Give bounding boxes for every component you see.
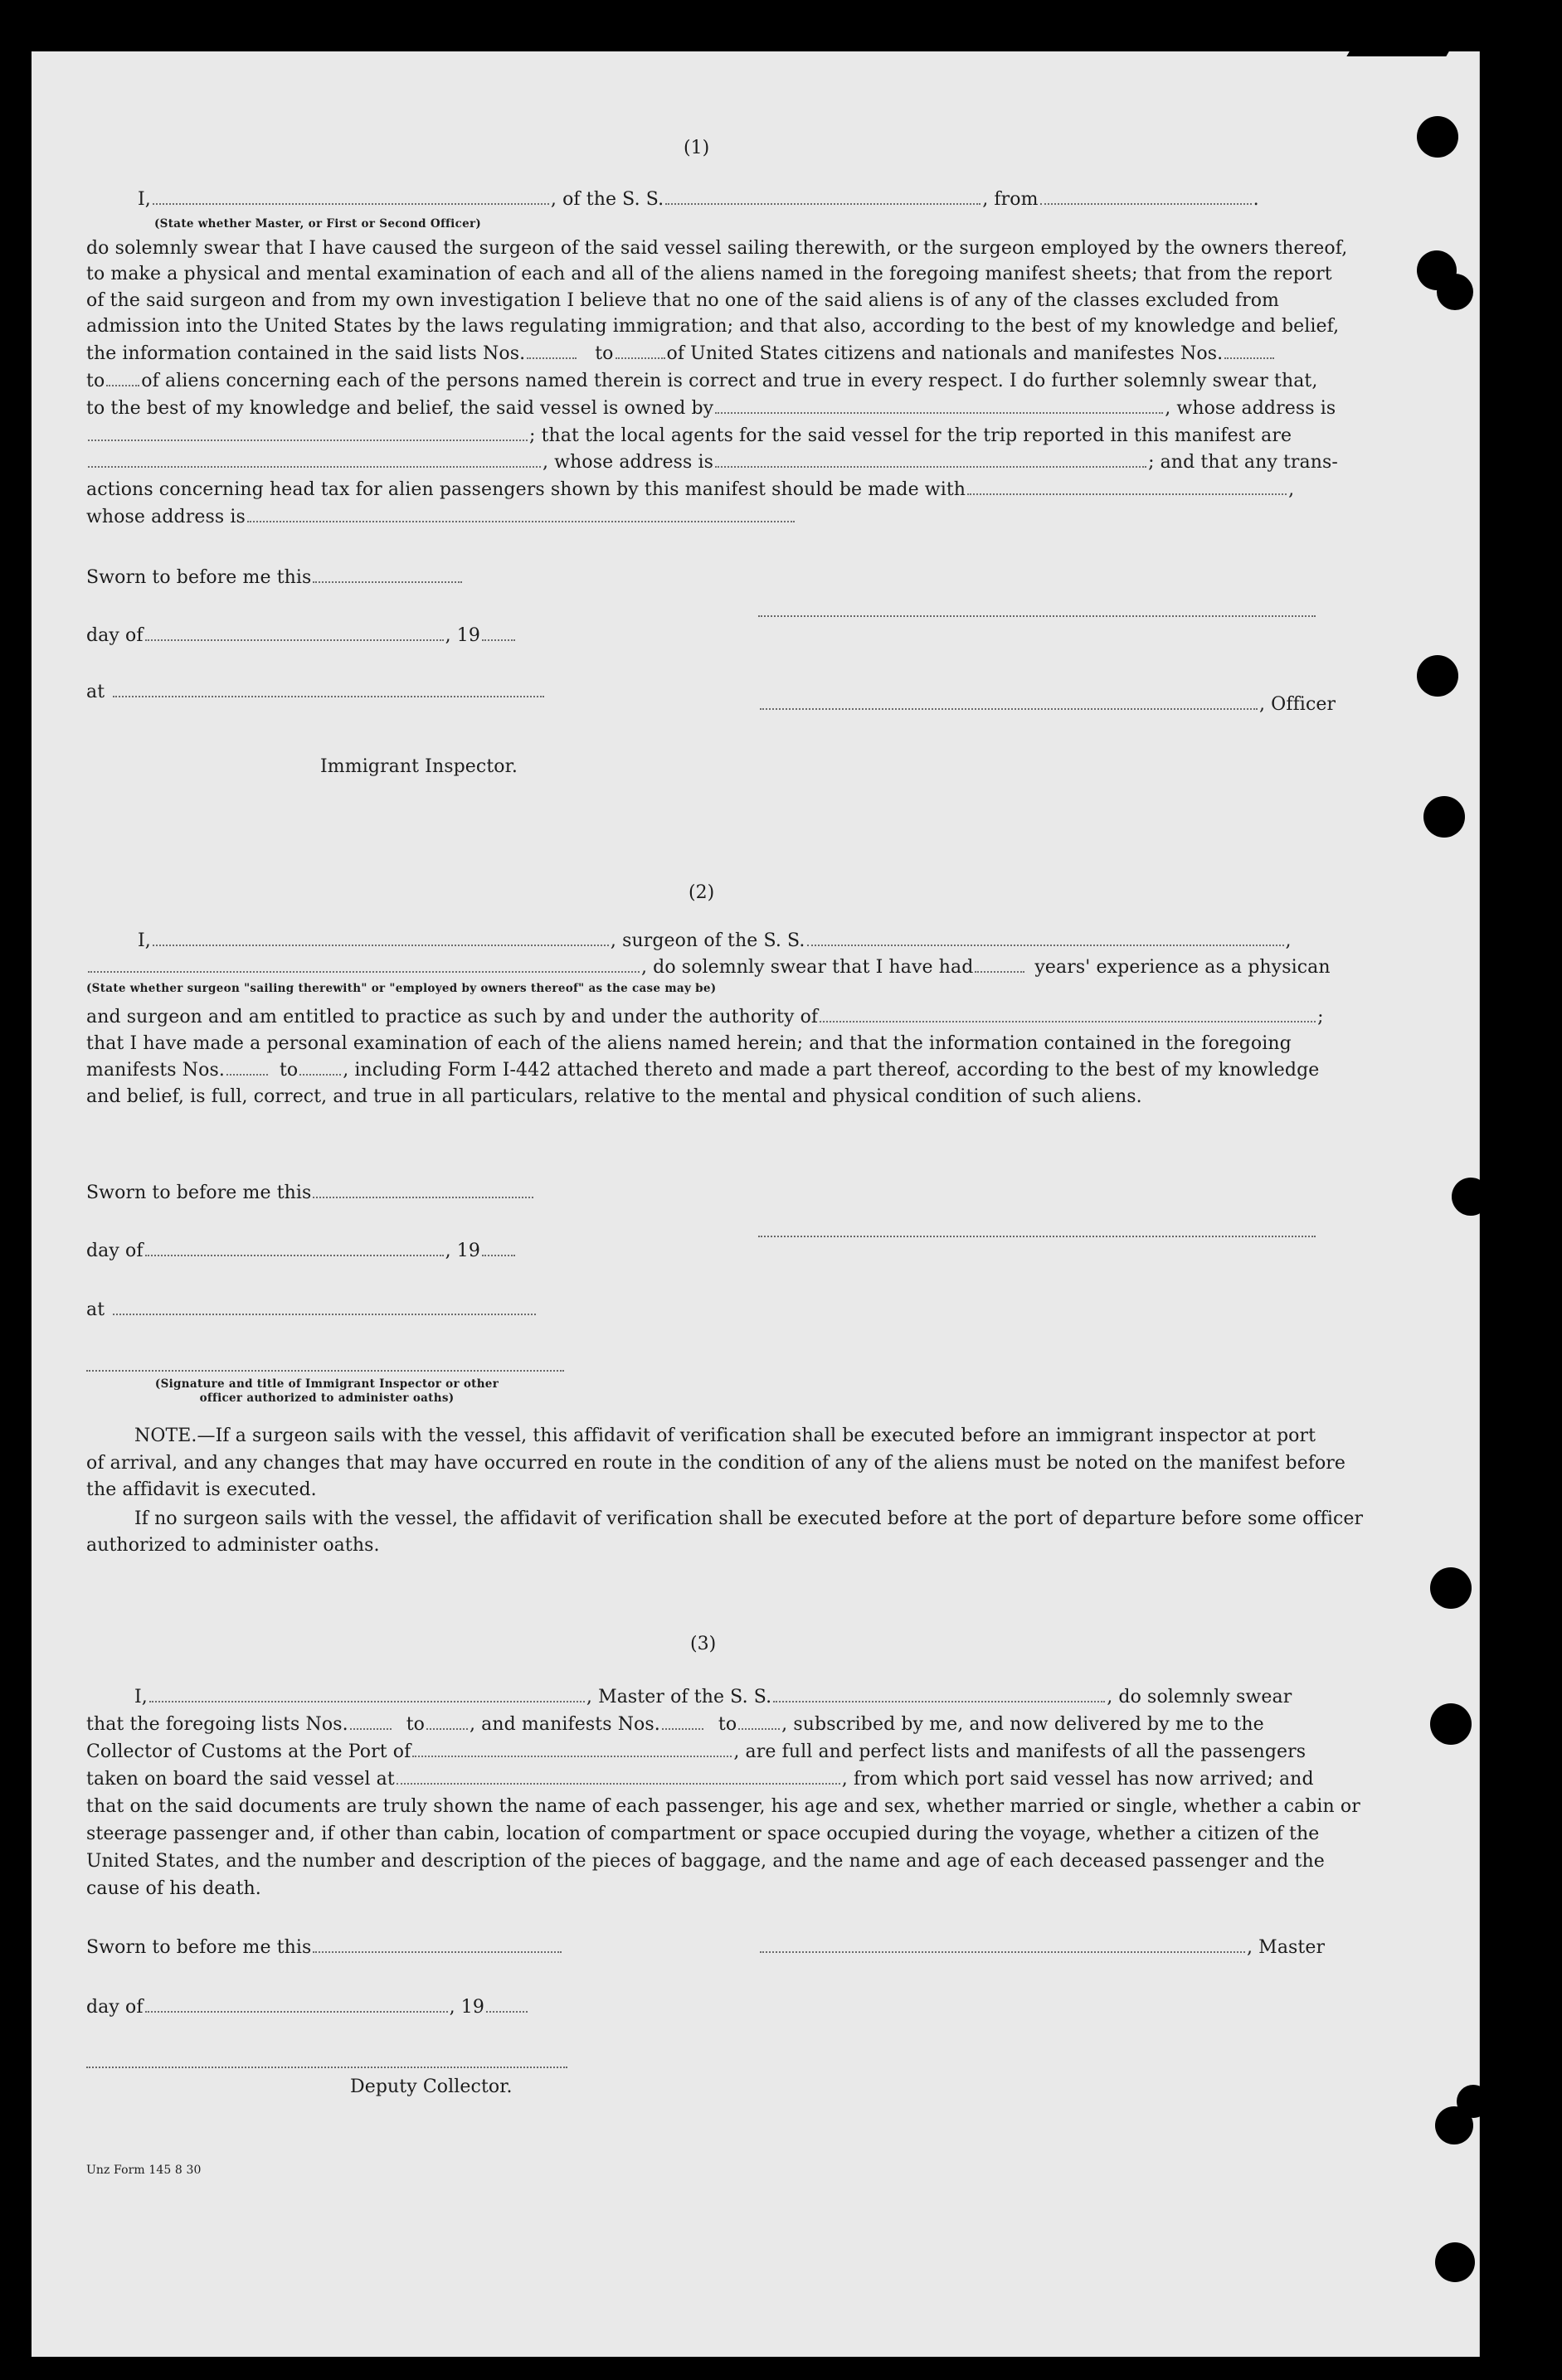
s1-p3: of the said surgeon and from my own investigation I believe that no one of the said aliens is of any of the classes excluded from xyxy=(86,290,1280,311)
s2-manifests-to-field[interactable] xyxy=(299,1073,341,1076)
s3-master-signature-field[interactable] xyxy=(760,1950,1245,1953)
s3-l2c: , and manifests Nos. xyxy=(469,1714,660,1735)
s1-dayof xyxy=(86,624,517,648)
note-line-1: NOTE.—If a surgeon sails with the vessel, this affidavit of verification shall be executed before an immigrant inspector at port xyxy=(134,1426,1316,1446)
s2-i: I, xyxy=(138,930,151,951)
s3-deputy: Deputy Collector. xyxy=(350,2076,513,2097)
s1-p7 xyxy=(86,396,1336,421)
s2-l2a: , do solemnly swear that I have had xyxy=(641,957,974,978)
s1-p4: admission into the United States by the laws regulating immigration; and that also, according to the best of my knowledge and belief, xyxy=(86,316,1340,337)
section-1-heading: (1) xyxy=(684,138,710,158)
s2-place-field[interactable] xyxy=(113,1313,536,1315)
owner-address-field[interactable] xyxy=(88,439,528,441)
s3-master-sig xyxy=(758,1936,1325,1960)
s1-year-label: , 19 xyxy=(445,625,480,646)
section-3-heading: (3) xyxy=(690,1634,717,1654)
manifest-affidavit-page xyxy=(32,51,1480,2357)
s2-l2b: years' experience as a physican xyxy=(1034,957,1331,978)
surgeon-name-field[interactable] xyxy=(153,944,609,946)
s3-i: I, xyxy=(134,1687,148,1707)
s1-p9b: ; and that any trans- xyxy=(1148,452,1338,473)
s2-line3 xyxy=(86,1005,1324,1030)
s1-place-field[interactable] xyxy=(113,695,544,697)
s3-dayof-label: day of xyxy=(86,1997,144,2018)
s1-month-field[interactable] xyxy=(145,639,444,641)
s3-dayof xyxy=(86,1995,529,2020)
torn-corner xyxy=(1346,32,1460,56)
note-line-5: authorized to administer oaths. xyxy=(86,1535,380,1556)
s2-l5a: manifests Nos. xyxy=(86,1060,225,1081)
s1-p5 xyxy=(86,342,1276,367)
s1-i: I, xyxy=(138,189,151,210)
s1-sworn xyxy=(86,566,464,590)
s2-year-label: , 19 xyxy=(445,1241,480,1261)
lists-to-field[interactable] xyxy=(616,357,665,359)
s1-inspector: Immigrant Inspector. xyxy=(320,756,518,777)
s1-signature-line[interactable] xyxy=(758,615,1316,617)
s3-lists-to-field[interactable] xyxy=(426,1727,468,1730)
s1-p6 xyxy=(86,369,1317,394)
s2-sworn-date-field[interactable] xyxy=(313,1196,533,1198)
s3-sworn-label: Sworn to before me this xyxy=(86,1937,312,1958)
s3-sworn xyxy=(86,1936,563,1960)
s1-p6a: to xyxy=(86,371,105,391)
master-name-field[interactable] xyxy=(149,1700,585,1702)
s3-line5: that on the said documents are truly shown the name of each passenger, his age and sex, whether married or single, whether a cabin or xyxy=(86,1796,1360,1817)
s3-l4a: taken on board the said vessel at xyxy=(86,1769,395,1790)
s3-line6: steerage passenger and, if other than cabin, location of compartment or space occupied during the voyage, whether a citizen of the xyxy=(86,1824,1320,1844)
s3-line3 xyxy=(86,1740,1306,1765)
s2-l5b: to xyxy=(279,1060,299,1081)
s1-officer-label: , Officer xyxy=(1259,694,1336,715)
officer-note: (State whether Master, or First or Second Officer) xyxy=(154,217,482,231)
s1-p9a: , whose address is xyxy=(543,452,714,473)
s3-line8: cause of his death. xyxy=(86,1878,261,1899)
s1-sworn-label: Sworn to before me this xyxy=(86,567,312,588)
years-experience-field[interactable] xyxy=(975,970,1024,973)
s2-manifests-from-field[interactable] xyxy=(226,1073,268,1076)
s2-vessel-field[interactable] xyxy=(807,944,1284,946)
s3-l2b: to xyxy=(406,1714,425,1735)
s3-line2 xyxy=(86,1712,1264,1737)
s1-p9 xyxy=(86,450,1338,475)
s2-at-label: at xyxy=(86,1299,105,1320)
lists-from-field[interactable] xyxy=(527,357,577,359)
s2-line5 xyxy=(86,1058,1319,1083)
s3-year-field[interactable] xyxy=(486,2010,528,2013)
s1-p2: to make a physical and mental examination of each and all of the aliens named in the foregoing manifest sheets; that from the report xyxy=(86,264,1332,284)
s2-inspector-signature-line[interactable] xyxy=(86,1370,564,1372)
s2-line1 xyxy=(138,929,1292,954)
s3-l3b: , are full and perfect lists and manifests of all the passengers xyxy=(733,1741,1307,1762)
s2-month-field[interactable] xyxy=(145,1254,444,1256)
s3-master-label: , Master xyxy=(1247,1937,1326,1958)
s3-l4b: , from which port said vessel has now arrived; and xyxy=(841,1769,1314,1790)
boarding-port-field[interactable] xyxy=(397,1782,840,1785)
s1-p10 xyxy=(86,478,1294,503)
binder-hole xyxy=(1452,1178,1490,1216)
binder-hole xyxy=(1430,1567,1472,1609)
s3-l1c: , do solemnly swear xyxy=(1107,1687,1292,1707)
s3-manifests-from-field[interactable] xyxy=(662,1727,703,1730)
s1-p5a: the information contained in the said lists Nos. xyxy=(86,343,526,364)
s1-p10-end: , xyxy=(1288,479,1295,500)
s1-p7a: to the best of my knowledge and belief, the said vessel is owned by xyxy=(86,398,714,419)
note-line-4: If no surgeon sails with the vessel, the affidavit of verification shall be executed before at the port of departure before some officer xyxy=(134,1508,1364,1529)
binder-hole xyxy=(1423,796,1465,838)
s2-sworn xyxy=(86,1181,535,1206)
agents-address-field[interactable] xyxy=(715,465,1146,468)
s1-p11-text: whose address is xyxy=(86,507,246,527)
s1-dayof-label: day of xyxy=(86,625,144,646)
s3-sworn-date-field[interactable] xyxy=(313,1950,562,1953)
s2-sig-note-2: officer authorized to administer oaths) xyxy=(199,1392,455,1405)
s1-sworn-date-field[interactable] xyxy=(313,580,462,583)
s3-l1b: , Master of the S. S. xyxy=(586,1687,772,1707)
s2-year-field[interactable] xyxy=(482,1254,515,1256)
s1-p10-text: actions concerning head tax for alien passengers shown by this manifest should be made with xyxy=(86,479,966,500)
s3-l2a: that the foregoing lists Nos. xyxy=(86,1714,348,1735)
agents-field[interactable] xyxy=(88,465,541,468)
s3-line7: United States, and the number and description of the pieces of baggage, and the name and age of each deceased passenger and the xyxy=(86,1851,1325,1872)
port-field[interactable] xyxy=(412,1755,732,1757)
s2-l1-end: , xyxy=(1285,930,1292,951)
s2-l3-text: and surgeon and am entitled to practice as such by and under the authority of xyxy=(86,1007,819,1027)
s2-line6: and belief, is full, correct, and true in all particulars, relative to the mental and physical condition of such aliens. xyxy=(86,1086,1142,1107)
s2-signature-line[interactable] xyxy=(758,1236,1316,1237)
s2-sig-note-1: (Signature and title of Immigrant Inspector or other xyxy=(154,1377,499,1391)
s2-at xyxy=(86,1298,538,1323)
s2-dayof-label: day of xyxy=(86,1241,144,1261)
s1-officer-signature-field[interactable] xyxy=(760,707,1258,710)
s1-p8-text: ; that the local agents for the said vessel for the trip reported in this manifest are xyxy=(529,425,1292,446)
s1-p7b: , whose address is xyxy=(1165,398,1336,419)
note-line-3: the affidavit is executed. xyxy=(86,1479,317,1500)
surgeon-note: (State whether surgeon "sailing therewith" or "employed by owners thereof" as the case may be) xyxy=(86,982,717,995)
s1-at xyxy=(86,680,546,705)
s1-from: , from xyxy=(982,189,1039,210)
s1-p8 xyxy=(86,424,1292,449)
s2-dayof xyxy=(86,1239,517,1264)
s3-collector-signature-line[interactable] xyxy=(86,2067,567,2068)
officer-name-field[interactable] xyxy=(153,202,549,205)
s3-manifests-to-field[interactable] xyxy=(738,1727,780,1730)
s1-p1: do solemnly swear that I have caused the surgeon of the said vessel sailing therewith, or the surgeon employed by the owners thereof, xyxy=(86,238,1348,259)
s1-line1 xyxy=(138,187,1259,212)
s1-p11 xyxy=(86,505,796,530)
binder-hole xyxy=(1435,2242,1475,2282)
s2-l3-end: ; xyxy=(1317,1007,1324,1027)
s1-year-field[interactable] xyxy=(482,639,515,641)
s3-lists-from-field[interactable] xyxy=(350,1727,392,1730)
form-number: Unz Form 145 8 30 xyxy=(86,2164,202,2177)
manifests-to-field[interactable] xyxy=(106,384,139,386)
s1-p6b: of aliens concerning each of the persons named therein is correct and true in every respect. I do further solemnly swear that, xyxy=(141,371,1318,391)
from-port-field[interactable] xyxy=(1040,202,1252,205)
binder-hole xyxy=(1457,2085,1490,2118)
s3-line4 xyxy=(86,1767,1314,1792)
s1-p5b: to xyxy=(595,343,614,364)
vessel-name-field[interactable] xyxy=(665,202,981,205)
owner-field[interactable] xyxy=(715,411,1163,414)
head-tax-party-field[interactable] xyxy=(967,493,1287,495)
authority-field[interactable] xyxy=(820,1020,1316,1022)
s1-at-label: at xyxy=(86,682,105,702)
s1-line1-end: . xyxy=(1253,189,1259,210)
s1-of-ss: , of the S. S. xyxy=(550,189,664,210)
binder-hole xyxy=(1430,1703,1472,1745)
s3-l2d: to xyxy=(718,1714,737,1735)
s2-sworn-label: Sworn to before me this xyxy=(86,1183,312,1203)
note-line-2: of arrival, and any changes that may have occurred en route in the condition of any of the aliens must be noted on the manifest before xyxy=(86,1453,1346,1474)
s2-l5c: , including Form I-442 attached thereto and made a part thereof, according to the best of my knowledge xyxy=(343,1060,1320,1081)
s3-line1 xyxy=(134,1685,1292,1710)
s3-month-field[interactable] xyxy=(145,2010,448,2013)
s2-l1b: , surgeon of the S. S. xyxy=(610,930,805,951)
s3-l3a: Collector of Customs at the Port of xyxy=(86,1741,411,1762)
s1-officer-sig xyxy=(758,692,1336,717)
s3-year-label: , 19 xyxy=(449,1997,484,2018)
binder-hole xyxy=(1417,655,1458,697)
s1-p5c: of United States citizens and nationals and manifestes Nos. xyxy=(666,343,1224,364)
section-2-heading: (2) xyxy=(689,882,715,903)
binder-hole xyxy=(1417,116,1458,158)
s3-l2e: , subscribed by me, and now delivered by me to the xyxy=(781,1714,1264,1735)
surgeon-status-field[interactable] xyxy=(88,970,640,973)
head-tax-address-field[interactable] xyxy=(247,520,795,522)
manifests-from-field[interactable] xyxy=(1224,357,1274,359)
s3-vessel-field[interactable] xyxy=(773,1700,1105,1702)
binder-hole xyxy=(1437,274,1473,310)
s2-line4: that I have made a personal examination of each of the aliens named herein; and that the information contained in the foregoing xyxy=(86,1033,1292,1054)
